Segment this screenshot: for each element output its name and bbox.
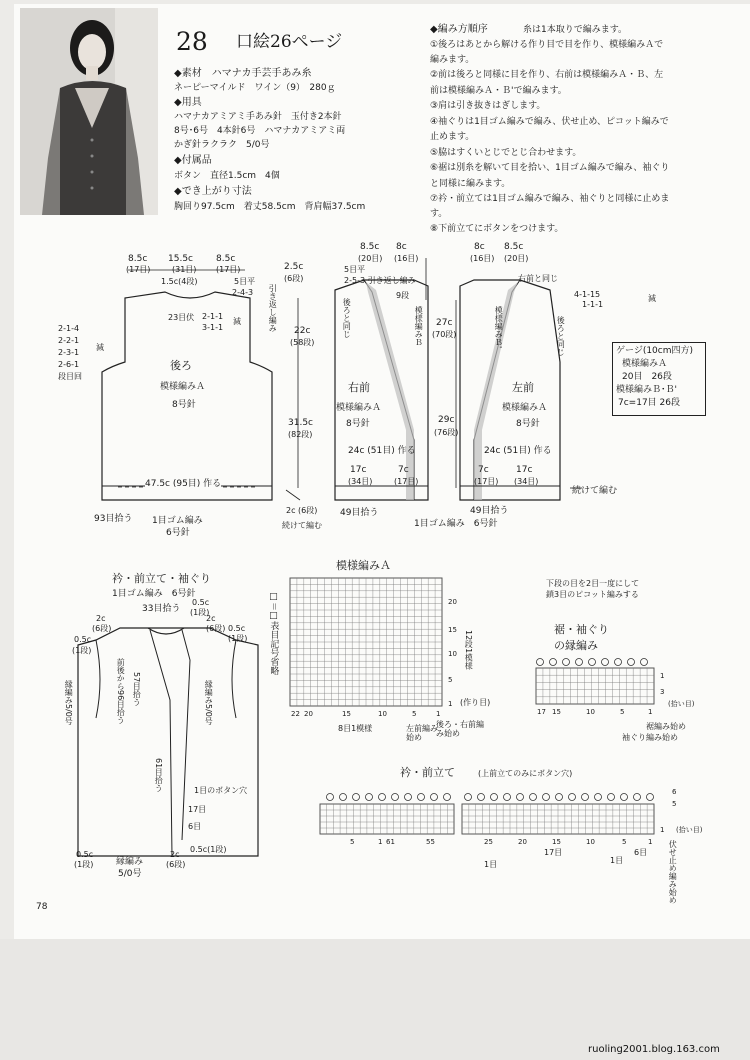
instruction-line: す。 (430, 209, 448, 219)
pattern-a-ytick: 15 (448, 626, 457, 634)
collar-subtitle: 1目ゴム編み 6号針 (112, 589, 196, 599)
back-shoulder-pick: 引き返し編み (268, 284, 278, 332)
pattern-a-ytick: 1 (448, 700, 453, 708)
back-pattern: 模様編みＡ (160, 382, 206, 392)
armhole-height: 22c (294, 326, 311, 336)
armhole-dec: 2-2-1 (58, 336, 80, 345)
collar-chart-tick: 10 (586, 838, 595, 846)
instruction-line: と同様に編みます。 (430, 179, 511, 189)
page-reference: 口絵26ページ (236, 32, 343, 52)
instruction-line: ①後ろはあとから解ける作り目で目を作り、模様編みＡで (430, 40, 664, 50)
pattern-a-repeat-rows: 12段1模様 (464, 630, 474, 670)
rf-needle: 8号針 (346, 419, 370, 429)
collar-chart-label: 1目 (610, 856, 624, 865)
accessories-line: ボタン 直径1.5cm 4個 (174, 171, 280, 181)
materials-heading: ◆素材 ハマナカ手芸手あみ糸 (174, 68, 312, 79)
rf-height2: 29c (438, 415, 455, 425)
collar-pick-61: 61目拾う (154, 758, 164, 793)
collar-title: 衿・前立て・袖ぐり (112, 572, 211, 585)
hem-mark: (拾い目) (668, 700, 695, 708)
gauge-line3: 模様編みＢ･Ｂ' (616, 385, 677, 395)
back-rows-center: (31目) (172, 265, 197, 274)
lf-bottom-a-rows: (17目) (474, 477, 499, 486)
instructions-heading: ◆編み方順序 (430, 24, 488, 35)
pattern-a-ytick: 10 (448, 650, 457, 658)
rf-pickup: 49目拾う (340, 508, 379, 518)
hem-xtick: 1 (648, 708, 653, 716)
collar-dim: 2c (206, 614, 216, 623)
picot-note-1: 下段の目を2目一度にして (546, 579, 640, 588)
lf-side-note2: 後ろと同じ (556, 316, 566, 356)
back-shoulder-step: 5目平 (234, 277, 256, 286)
rf-rows9: 9段 (396, 291, 410, 300)
watermark: ruoling2001.blog.163.com (588, 1044, 720, 1055)
collar-dim: 0.5c (192, 598, 210, 607)
instruction-line: 止めます。 (430, 132, 475, 142)
rf-dim-right: 8c (396, 242, 407, 252)
pattern-a-xtick: 5 (412, 710, 417, 718)
hem-note-1: 裾編み始め (646, 722, 686, 731)
collar-chart-mark: 1 (660, 826, 665, 834)
instruction-line: 編みます。 (430, 55, 475, 65)
back-dim-center: 15.5c (168, 254, 193, 264)
pattern-a-xtick: 20 (304, 710, 313, 718)
rf-height1-rows: (70段) (432, 330, 457, 339)
rf-bottom-b: 7c (398, 465, 409, 475)
lf-side-note: 右前と同じ (518, 274, 558, 283)
shoulder-height-rows: (6段) (284, 274, 304, 283)
rf-step-detail: 2-5-3 引き返し編み (344, 276, 416, 285)
rib-height: 2c (6段) (286, 506, 318, 515)
size-line: 胸回り97.5cm 着丈58.5cm 背肩幅37.5cm (174, 202, 366, 212)
gauge-line4: 7c=17目 26段 (618, 398, 680, 408)
lf-rows-right: (20目) (504, 254, 529, 263)
armhole-dec: 2-3-1 (58, 348, 80, 357)
back-shoulder-note: 1.5c(4段) (161, 277, 198, 286)
lf-bottom-width: 24c (51目) 作る (484, 446, 552, 456)
collar-bottom: 5/0号 (118, 869, 142, 879)
lf-bottom-b-rows: (34目) (514, 477, 539, 486)
armhole-height-rows: (58段) (290, 338, 315, 347)
collar-chart-label: 1目 (484, 860, 498, 869)
back-neck-rows: 23目伏 (168, 313, 195, 322)
collar-chart-label: 6目 (634, 848, 648, 857)
collar-bottom: (6段) (166, 860, 186, 869)
v-neck-dec-label: 減 (648, 294, 656, 303)
armhole-dec-label: 減 (96, 343, 104, 352)
collar-front-pick: 前後から96目拾う (116, 658, 126, 725)
gauge-line2: 20目 26段 (622, 372, 672, 382)
back-title: 後ろ (170, 359, 192, 372)
pattern-a-xtick: 1 (436, 710, 441, 718)
collar-chart-mark: 6 (672, 788, 677, 796)
collar-bottom: 縁編み (116, 857, 144, 867)
rf-bottom-b-rows: (17目) (394, 477, 419, 486)
back-dim-left: 8.5c (128, 254, 148, 264)
back-dec-label: 減 (233, 317, 241, 326)
lf-bottom-b: 17c (516, 465, 533, 475)
pattern-number: 28 (176, 27, 208, 56)
collar-chart-mark: 5 (672, 800, 677, 808)
back-rows-right: (17目) (216, 265, 241, 274)
back-hem-width: 47.5c (95目) 作る (145, 479, 222, 489)
back-needle: 8号針 (172, 400, 196, 410)
gauge-line1: 模様編みＡ (622, 359, 668, 369)
collar-chart-tick: 1 (378, 838, 383, 846)
instruction-line: ②前は後ろと同様に目を作り、右前は模様編みＡ・Ｂ、左 (430, 70, 664, 80)
rf-pattern: 模様編みＡ (336, 403, 382, 413)
hem-title-2: の縁編み (554, 639, 598, 652)
rf-rows-right: (16目) (394, 254, 419, 263)
collar-pick-57: 57目拾う (132, 672, 142, 707)
collar-chart-tick: 15 (552, 838, 561, 846)
rf-height1: 27c (436, 318, 453, 328)
lf-dim-right: 8.5c (504, 242, 524, 252)
collar-chart-tick: 55 (426, 838, 435, 846)
collar-chart-label: 17目 (544, 848, 563, 857)
collar-dim: (1段) (72, 646, 92, 655)
rf-bottom-a: 17c (350, 465, 367, 475)
collar-dim: (6段) (206, 624, 226, 633)
pattern-a-legend: □＝□表目記号省略 (268, 592, 279, 676)
collar-dim: 0.5c (74, 635, 92, 644)
instruction-line: ⑦衿・前立ては1目ゴム編みで編み、袖ぐりと同様に止めま (430, 194, 670, 204)
collar-chart-vertical: 伏せ止め編み始め (668, 840, 678, 904)
collar-chart-title: 衿・前立て (400, 766, 455, 779)
back-pickup: 93目拾う (94, 514, 133, 524)
collar-chart-tick: 1 (648, 838, 653, 846)
collar-dim: (1段) (228, 634, 248, 643)
v-neck-dec1: 4-1-15 (574, 290, 601, 299)
collar-chart-note: (上前立てのみにボタン穴) (478, 769, 573, 778)
lf-pattern: 模様編みＡ (502, 403, 548, 413)
hem-mark: 3 (660, 688, 665, 696)
instruction-line: ⑧下前立てにボタンをつけます。 (430, 224, 564, 234)
v-neck-dec2: 1-1-1 (582, 300, 604, 309)
collar-chart-tick: 25 (484, 838, 493, 846)
pattern-a-xtick: 15 (342, 710, 351, 718)
hem-xtick: 5 (620, 708, 625, 716)
pattern-a-ytick: 5 (448, 676, 453, 684)
hem-mark: 1 (660, 672, 665, 680)
tools-line-2: 8号･6号 4本針6号 ハマナカアミアミ両 (174, 126, 346, 136)
hem-xtick: 10 (586, 708, 595, 716)
collar-r17: 17目 (188, 805, 207, 814)
back-rib: 1目ゴム編み (152, 516, 203, 526)
button-hole-note: 1目のボタン穴 (194, 786, 248, 795)
lf-dim-left: 8c (474, 242, 485, 252)
instructions-note: 糸は1本取りで編みます。 (523, 25, 628, 35)
tools-heading: ◆用具 (174, 97, 202, 108)
collar-edge-left: 縁編み5/0号 (64, 680, 74, 725)
rf-dim-left: 8.5c (360, 242, 380, 252)
pattern-a-xtick: 10 (378, 710, 387, 718)
accessories-heading: ◆付属品 (174, 155, 212, 166)
rf-height2-rows: (76段) (434, 428, 459, 437)
picot-note-2: 鎖3目のピコット編みする (546, 590, 639, 599)
collar-dim: 2c (96, 614, 106, 623)
instruction-line: 前は模様編みＡ・Ｂ'で編みます。 (430, 86, 567, 96)
page-number: 78 (36, 902, 48, 912)
collar-chart-tick: 61 (386, 838, 395, 846)
collar-chart-tick: 5 (350, 838, 355, 846)
rf-bottom-width: 24c (51目) 作る (348, 446, 416, 456)
shoulder-height: 2.5c (284, 262, 304, 272)
armhole-dec: 2-6-1 (58, 360, 80, 369)
back-rows-left: (17目) (126, 265, 151, 274)
collar-chart-tick: 5 (622, 838, 627, 846)
collar-r6: 6目 (188, 822, 202, 831)
instruction-line: ③肩は引き抜きはぎします。 (430, 101, 546, 111)
hem-xtick: 15 (552, 708, 561, 716)
collar-edge-right: 縁編み5/0号 (204, 680, 214, 725)
rf-step: 5目平 (344, 265, 366, 274)
tools-line-3: かぎ針ラクラク 5/0号 (174, 140, 270, 150)
lf-bottom-a: 7c (478, 465, 489, 475)
pattern-a-xtick: 22 (291, 710, 300, 718)
collar-back-pick: 33目拾う (142, 604, 181, 614)
back-rib-needle: 6号針 (166, 528, 190, 538)
back-neck-dec2: 3-1-1 (202, 323, 224, 332)
pattern-a-start-right: 後ろ・右前編み始め (436, 720, 484, 739)
pattern-a-cast: (作り目) (460, 698, 491, 707)
collar-dim: (6段) (92, 624, 112, 633)
back-shoulder-dec: 2-4-3 (232, 288, 254, 297)
back-continue: 続けて編む (282, 521, 322, 530)
pattern-a-repeat: 8目1模様 (338, 724, 373, 733)
collar-chart-tick: 20 (518, 838, 527, 846)
rf-rows-left: (20目) (358, 254, 383, 263)
body-height: 31.5c (288, 418, 313, 428)
size-heading: ◆でき上がり寸法 (174, 186, 252, 197)
collar-bottom: 2c (170, 850, 180, 859)
collar-chart-mark: (拾い目) (676, 826, 703, 834)
armhole-dec: 2-1-4 (58, 324, 80, 333)
pattern-a-ytick: 20 (448, 598, 457, 606)
tools-line-1: ハマナカアミアミ手あみ針 玉付き2本針 (174, 112, 342, 122)
pattern-a-title: 模様編みＡ (336, 559, 391, 572)
lf-pattern-b: 模様編みＢ' (494, 306, 504, 349)
left-front-title: 左前 (512, 381, 534, 394)
lf-continue: 続けて編む (572, 486, 618, 496)
armhole-dec: 段目回 (58, 372, 82, 381)
collar-bottom: 0.5c(1段) (190, 845, 227, 854)
rf-bottom-a-rows: (34目) (348, 477, 373, 486)
instruction-line: ⑥裾は別糸を解いて目を拾い、1目ゴム編みで編み、袖ぐり (430, 163, 670, 173)
collar-dim: (1段) (190, 608, 210, 617)
instruction-line: ⑤脇はすくいとじでとじ合わせます。 (430, 148, 582, 158)
rf-rib: 1目ゴム編み 6号針 (414, 519, 498, 529)
hem-xtick: 17 (537, 708, 546, 716)
back-neck-dec1: 2-1-1 (202, 312, 224, 321)
lf-rows-left: (16目) (470, 254, 495, 263)
pattern-a-start-left: 左前編み始め (406, 724, 438, 743)
collar-dim: 0.5c (228, 624, 246, 633)
gauge-title: ゲージ(10cm四方) (616, 346, 694, 356)
hem-title-1: 裾・袖ぐり (554, 623, 609, 636)
hem-note-2: 袖ぐり編み始め (622, 733, 678, 742)
lf-needle: 8号針 (516, 419, 540, 429)
collar-bottom: (1段) (74, 860, 94, 869)
lf-pickup: 49目拾う (470, 506, 509, 516)
rf-pattern-b: 模様編みＢ (414, 306, 424, 346)
instruction-line: ④袖ぐりは1目ゴム編みで編み、伏せ止め、ピコット編みで (430, 117, 669, 127)
right-front-title: 右前 (348, 381, 370, 394)
collar-bottom: 0.5c (76, 850, 94, 859)
materials-line: ネーピーマイルド ワイン（9） 280ｇ (174, 83, 336, 93)
back-dim-right: 8.5c (216, 254, 236, 264)
rf-side-note: 後ろと同じ (342, 298, 352, 338)
body-height-rows: (82段) (288, 430, 313, 439)
